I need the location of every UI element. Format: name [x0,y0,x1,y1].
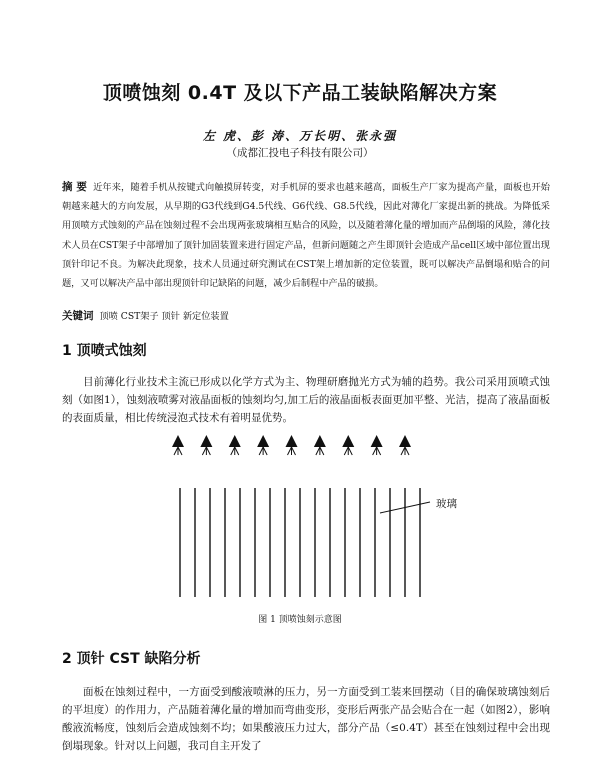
section-1-heading: 1 顶喷式蚀刻 [62,343,147,359]
spray-nozzle-icon [286,435,298,455]
author-list: 左 虎、彭 涛、万长明、张永强 [202,129,398,143]
section-1-paragraph: 目前薄化行业技术主流已形成以化学方式为主、物理研磨抛光方式为辅的趋势。我公司采用顶喷式蚀刻（如图1），蚀刻液喷雾对液晶面板的蚀刻均匀,加工后的液晶面板表面更加平整、光洁，提高了液晶面板的表面质量，相比传统浸泡式技术有着明显优势。 [62,376,550,424]
spray-nozzle-icon [342,435,354,455]
spray-nozzle-icon [314,435,326,455]
spray-nozzle-icon [399,435,411,455]
figure-1-caption: 图 1 顶喷蚀刻示意图 [258,615,342,625]
keywords-text: 顶喷 CST架子 顶针 新定位装置 [99,311,229,322]
abstract-text: 近年来，随着手机从按键式向触摸屏转变，对手机屏的要求也越来越高，面板生产厂家为提高产量，面板也开始朝越来越大的方向发展，从早期的G3代线到G4.5代线、G6代线、G8.5代线，因此对薄化厂家提出新的挑战。为降低采用顶喷方式蚀刻的产品在蚀刻过程不会出现两张玻璃相互贴合的风险，以及随着薄化量的增加而产品倒塌的风险，薄化技术人员在CST架子中部增加了顶针加固装置来进行固定产品，但新问题随之产生即顶针会造成产品cell区域中部位置出现顶针印记不良。为解决此现象，技术人员通过研究测试在CST架上增加新的定位装置，既可以解决产品倒塌和贴合的问题，又可以解决产品中部出现顶针印记缺陷的问题，减少后制程中产品的破损。 [62,182,550,290]
spray-nozzle-icon [371,435,383,455]
spray-nozzle-icon [229,435,241,455]
spray-nozzle-icon [172,435,184,455]
section-2-heading: 2 顶针 CST 缺陷分析 [62,651,201,667]
spray-nozzles [172,435,411,455]
glass-sheets [180,488,420,597]
abstract-label: 摘 要 [62,181,88,193]
spray-nozzle-icon [200,435,212,455]
keywords-label: 关键词 [62,310,94,322]
section-2-paragraph: 面板在蚀刻过程中，一方面受到酸液喷淋的压力，另一方面受到工装来回摆动（目的确保玻璃蚀刻后的平坦度）的作用力，产品随着薄化量的增加而弯曲变形，变形后两张产品会贴合在一起（如图2），影响酸液流畅度，蚀刻后会造成蚀刻不均；如果酸液压力过大，部分产品（≤0.4T）甚至在蚀刻过程中会出现倒塌现象。针对以上问题，我司自主开发了 [62,686,550,752]
affiliation: （成都汇投电子科技有限公司） [226,147,374,159]
spray-nozzle-icon [257,435,269,455]
paper-title: 顶喷蚀刻 0.4T 及以下产品工装缺陷解决方案 [102,82,498,104]
glass-label: 玻璃 [436,498,457,510]
